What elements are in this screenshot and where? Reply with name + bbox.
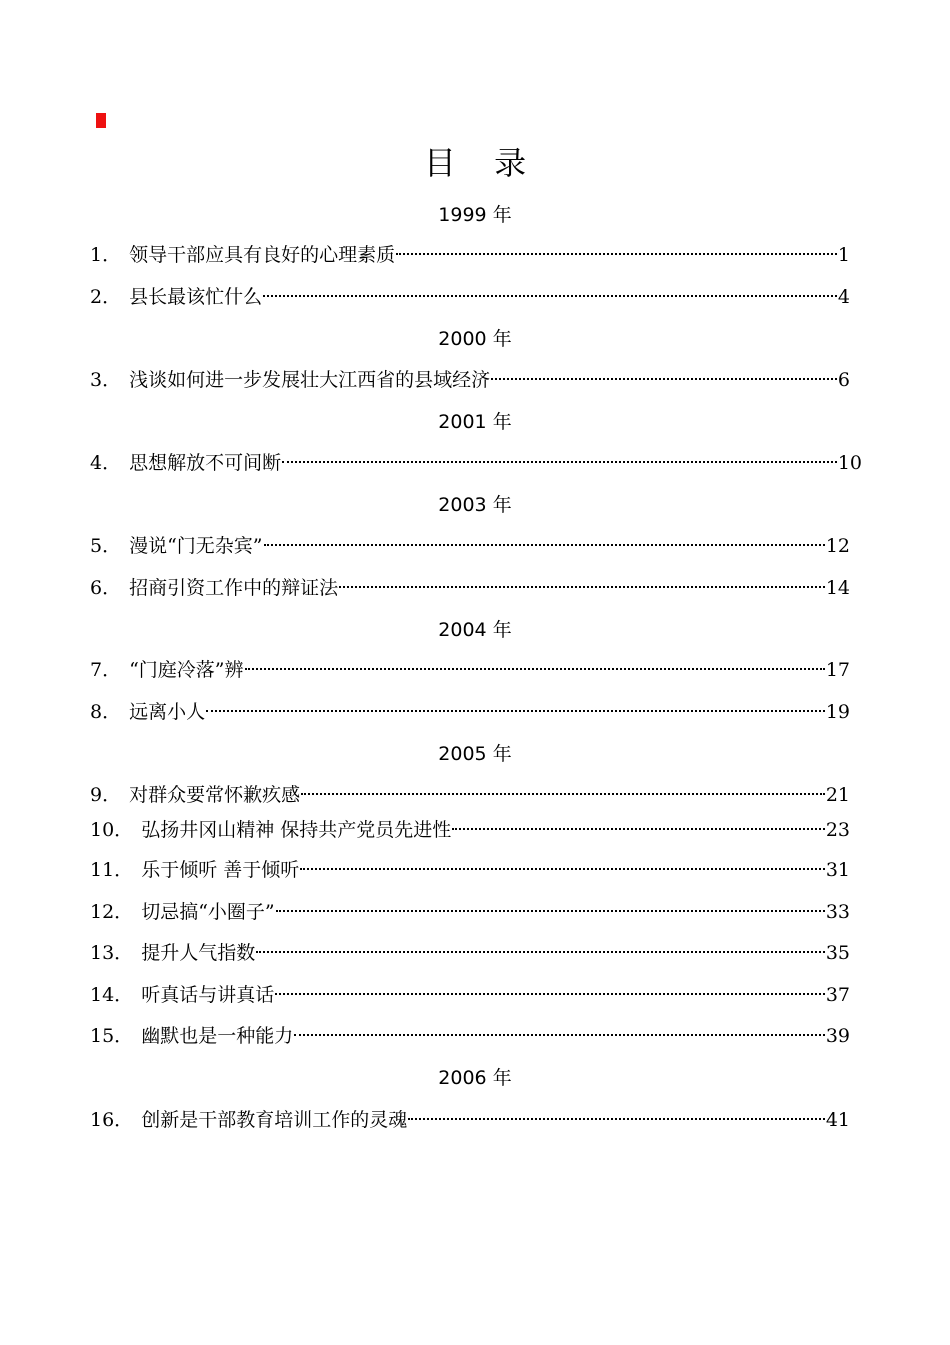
entry-page: 14 <box>825 577 850 599</box>
dot-leader <box>206 710 825 712</box>
entry-number: 10． <box>90 819 134 841</box>
entry-title: 听真话与讲真话 <box>141 984 275 1006</box>
entry-title: 乐于倾听 善于倾听 <box>141 859 300 881</box>
toc-entry[interactable] <box>90 282 850 308</box>
dot-leader <box>301 793 825 795</box>
entry-page: 12 <box>825 535 850 557</box>
entry-number: 2． <box>90 286 122 308</box>
toc-entry[interactable] <box>90 240 850 266</box>
year-heading: 2004 年 <box>438 619 512 641</box>
entry-number: 3． <box>90 369 122 391</box>
year-heading: 2003 年 <box>438 494 512 516</box>
entry-page: 6 <box>837 369 850 391</box>
entry-page: 17 <box>825 659 850 681</box>
year-heading: 2000 年 <box>438 328 512 350</box>
entry-number: 8． <box>90 701 122 723</box>
year-heading: 1999 年 <box>438 204 512 226</box>
toc-entry[interactable] <box>90 655 850 681</box>
entry-page: 39 <box>825 1025 850 1047</box>
entry-number: 4． <box>90 452 122 474</box>
toc-entry[interactable] <box>90 365 850 391</box>
year-heading: 2005 年 <box>438 743 512 765</box>
dot-leader <box>264 544 825 546</box>
entry-title: 浅谈如何进一步发展壮大江西省的县域经济 <box>129 369 491 391</box>
entry-page: 23 <box>825 819 850 841</box>
red-marker <box>96 113 106 128</box>
entry-title: 提升人气指数 <box>141 942 256 964</box>
entry-title: 漫说“门无杂宾” <box>129 535 263 557</box>
toc-entry[interactable] <box>90 1105 850 1131</box>
entry-page: 4 <box>837 286 850 308</box>
dot-leader <box>300 868 825 870</box>
dot-leader <box>408 1118 825 1120</box>
entry-page: 10 <box>837 452 862 474</box>
year-heading: 2001 年 <box>438 411 512 433</box>
toc-entry[interactable] <box>90 448 862 474</box>
toc-entry[interactable] <box>90 697 850 723</box>
entry-number: 7． <box>90 659 122 681</box>
dot-leader <box>263 295 837 297</box>
entry-title: 领导干部应具有良好的心理素质 <box>129 244 396 266</box>
entry-number: 16． <box>90 1109 134 1131</box>
dot-leader <box>282 461 837 463</box>
entry-title: 对群众要常怀歉疚感 <box>129 784 301 806</box>
toc-entry[interactable] <box>90 1021 850 1047</box>
dot-leader <box>276 910 825 912</box>
dot-leader <box>245 668 825 670</box>
toc-entry[interactable] <box>90 780 850 806</box>
entry-page: 1 <box>837 244 850 266</box>
entry-number: 5． <box>90 535 122 557</box>
entry-title: 弘扬井冈山精神 保持共产党员先进性 <box>141 819 452 841</box>
dot-leader <box>256 951 825 953</box>
entry-number: 1． <box>90 244 122 266</box>
entry-number: 6． <box>90 577 122 599</box>
year-heading: 2006 年 <box>438 1067 512 1089</box>
entry-title: 县长最该忙什么 <box>129 286 263 308</box>
entry-page: 35 <box>825 942 850 964</box>
entry-number: 15． <box>90 1025 134 1047</box>
dot-leader <box>294 1034 825 1036</box>
entry-number: 13． <box>90 942 134 964</box>
toc-entry[interactable] <box>90 855 850 881</box>
dot-leader <box>452 828 825 830</box>
dot-leader <box>396 253 837 255</box>
entry-page: 21 <box>825 784 850 806</box>
toc-entry[interactable] <box>90 980 850 1006</box>
entry-page: 33 <box>825 901 850 923</box>
toc-entry[interactable] <box>90 938 850 964</box>
entry-page: 41 <box>825 1109 850 1131</box>
toc-entry[interactable] <box>90 573 850 599</box>
entry-page: 37 <box>825 984 850 1006</box>
entry-title: 创新是干部教育培训工作的灵魂 <box>141 1109 408 1131</box>
entry-page: 19 <box>825 701 850 723</box>
entry-page: 31 <box>825 859 850 881</box>
dot-leader <box>339 586 825 588</box>
entry-title: 切忌搞“小圈子” <box>141 901 275 923</box>
entry-title: 招商引资工作中的辩证法 <box>129 577 339 599</box>
toc-entry[interactable] <box>90 897 850 923</box>
entry-number: 9． <box>90 784 122 806</box>
entry-title: 思想解放不可间断 <box>129 452 282 474</box>
dot-leader <box>491 378 837 380</box>
toc-entry[interactable] <box>90 815 850 841</box>
entry-title: 远离小人 <box>129 701 206 723</box>
entry-title: 幽默也是一种能力 <box>141 1025 294 1047</box>
entry-number: 12． <box>90 901 134 923</box>
toc-entry[interactable] <box>90 531 850 557</box>
entry-number: 11． <box>90 859 134 881</box>
page-title: 目 录 <box>423 144 541 182</box>
entry-number: 14． <box>90 984 134 1006</box>
entry-title: “门庭冷落”辨 <box>129 659 244 681</box>
dot-leader <box>275 993 825 995</box>
